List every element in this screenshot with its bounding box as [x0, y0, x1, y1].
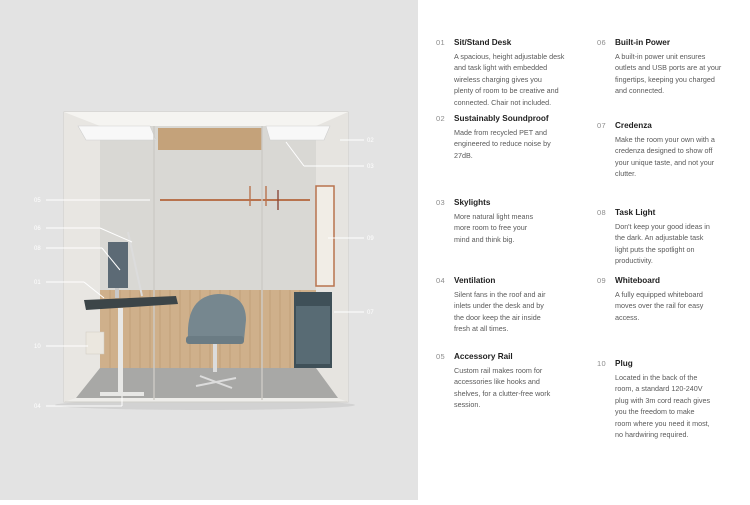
feature-heading [597, 359, 745, 368]
feature-title: Task Light [615, 208, 656, 217]
feature-title: Skylights [454, 198, 491, 207]
feature-title: Sustainably Soundproof [454, 114, 549, 123]
feature-description-line: moves over the rail for easy [615, 301, 704, 311]
feature-description-line: clutter. [615, 169, 637, 179]
feature-description-line: and connected. [615, 86, 665, 96]
feature-heading [436, 198, 586, 207]
skylight-right [266, 126, 330, 140]
monitor [108, 242, 128, 288]
feature-description [615, 221, 745, 267]
feature-description [454, 289, 586, 335]
feature-description-line: credenza designed to show off [615, 146, 713, 156]
feature-accessory-rail [436, 352, 586, 411]
feature-description-line: fingertips, keeping you charged [615, 74, 715, 84]
feature-description-line: more room to free your [454, 223, 528, 233]
left-wall [64, 112, 100, 402]
feature-skylights [436, 198, 586, 245]
feature-title: Credenza [615, 121, 652, 130]
chair-stem [213, 344, 217, 372]
feature-description-line: you the freedom to make [615, 407, 695, 417]
feature-number: 09 [597, 276, 606, 285]
feature-description-line: A fully equipped whiteboard [615, 290, 703, 299]
feature-description-line: access. [615, 312, 640, 322]
feature-number: 08 [597, 208, 606, 217]
whiteboard [316, 186, 334, 286]
monitor-stand [115, 288, 119, 298]
feature-title: Plug [615, 359, 633, 368]
power-outlet-panel [86, 332, 104, 354]
feature-whiteboard [597, 276, 745, 323]
feature-task-light [597, 208, 745, 267]
feature-plug [597, 359, 745, 440]
callout-01: 01 [34, 280, 41, 286]
callout-07: 07 [367, 310, 374, 316]
feature-number: 10 [597, 359, 606, 368]
feature-heading [436, 276, 586, 285]
feature-description-line: outlets and USB ports are at your [615, 63, 722, 73]
feature-description-line: the dark. An adjustable task [615, 233, 704, 243]
feature-description-line: A spacious, height adjustable desk [454, 52, 565, 61]
feature-title: Accessory Rail [454, 352, 513, 361]
feature-description-line: Make the room your own with a [615, 135, 715, 144]
feature-number: 06 [597, 38, 606, 47]
feature-description [615, 372, 745, 440]
callout-02: 02 [367, 138, 374, 144]
feature-number: 04 [436, 276, 445, 285]
feature-heading [597, 276, 745, 285]
feature-description-line: no hardwiring required. [615, 430, 689, 440]
feature-number: 01 [436, 38, 445, 47]
feature-description [615, 289, 745, 323]
feature-number: 03 [436, 198, 445, 207]
feature-description-line: Made from recycled PET and [454, 128, 547, 137]
feature-description-line: Don't keep your good ideas in [615, 222, 710, 231]
skylight-left [78, 126, 156, 140]
feature-description [454, 211, 586, 245]
pod-roof [64, 112, 348, 126]
feature-description-line: room where you need it most, [615, 418, 710, 428]
feature-description-line: light puts the spotlight on [615, 244, 695, 254]
feature-description-line: accessories like hooks and [454, 377, 540, 387]
credenza-door [296, 306, 330, 364]
feature-description-line: connected. Chair not included. [454, 97, 552, 107]
callout-09: 09 [367, 236, 374, 242]
feature-description-line: shelves, for a clutter-free work [454, 388, 551, 398]
feature-description-line: and task light with embedded [454, 63, 548, 73]
feature-description [615, 51, 745, 97]
feature-number: 02 [436, 114, 445, 123]
feature-description-line: inlets under the desk and by [454, 301, 544, 311]
feature-description-line: fresh at all times. [454, 324, 509, 334]
callout-04: 04 [34, 404, 41, 410]
feature-heading [597, 121, 745, 130]
feature-description-line: session. [454, 400, 481, 410]
feature-built-in-power [597, 38, 745, 97]
callout-03: 03 [367, 164, 374, 170]
feature-description-line: room, a standard 120-240V [615, 384, 703, 394]
feature-heading [436, 114, 586, 123]
feature-description-line: plenty of room to be creative and [454, 86, 559, 96]
desk-foot [100, 392, 144, 396]
feature-description [454, 51, 586, 108]
feature-description-line: the door keep the air inside [454, 312, 541, 322]
feature-sit-stand-desk [436, 38, 586, 108]
feature-description-line: 27dB. [454, 150, 473, 160]
feature-heading [436, 38, 586, 47]
feature-description [454, 365, 586, 411]
feature-title: Whiteboard [615, 276, 661, 285]
feature-description-line: plug with 3m cord reach gives [615, 395, 711, 405]
feature-description-line: Custom rail makes room for [454, 366, 543, 375]
feature-description-line: More natural light means [454, 212, 534, 221]
feature-number: 07 [597, 121, 606, 130]
feature-title: Sit/Stand Desk [454, 38, 512, 47]
feature-description-line: Silent fans in the roof and air [454, 290, 546, 299]
chair-seat [186, 336, 244, 344]
feature-title: Built-in Power [615, 38, 671, 47]
feature-description-line: Located in the back of the [615, 373, 698, 382]
feature-heading [597, 208, 745, 217]
wood-header-panel [158, 128, 262, 150]
feature-description [615, 134, 745, 180]
feature-description-line: A built-in power unit ensures [615, 52, 706, 61]
feature-sustainably-soundproof [436, 114, 586, 161]
callout-06: 06 [34, 226, 41, 232]
feature-description-line: mind and think big. [454, 234, 515, 244]
feature-number: 05 [436, 352, 445, 361]
feature-ventilation [436, 276, 586, 335]
feature-heading [436, 352, 586, 361]
feature-heading [597, 38, 745, 47]
callout-10: 10 [34, 344, 41, 350]
feature-description-line: productivity. [615, 256, 653, 266]
callout-08: 08 [34, 246, 41, 252]
desk-leg [118, 308, 123, 394]
callout-05: 05 [34, 198, 41, 204]
feature-credenza [597, 121, 745, 180]
feature-description [454, 127, 586, 161]
feature-description-line: your unique taste, and not your [615, 157, 715, 167]
feature-description-line: engineered to reduce noise by [454, 139, 551, 149]
feature-description-line: wireless charging gives you [454, 74, 542, 84]
feature-list-panel [418, 0, 750, 500]
feature-title: Ventilation [454, 276, 496, 285]
